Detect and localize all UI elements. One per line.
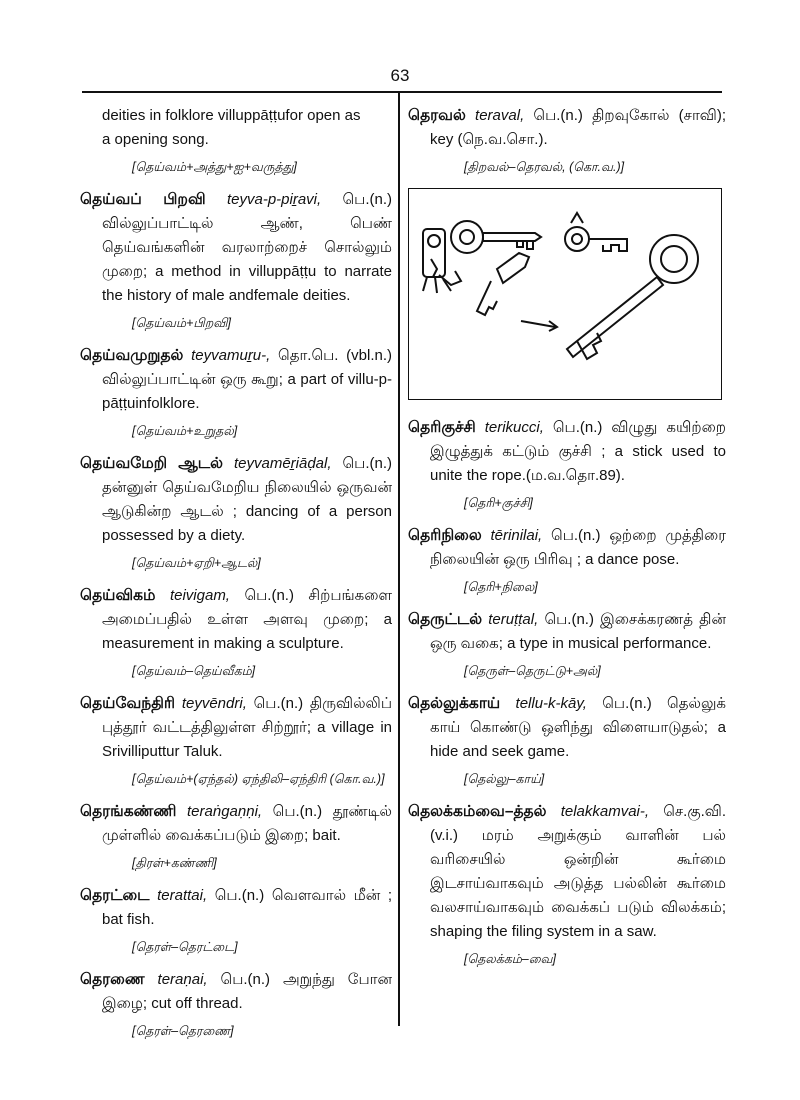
- part-of-speech: பெ.(n.): [229, 587, 294, 604]
- column-divider: [398, 91, 400, 1026]
- part-of-speech: பெ.(n.): [246, 695, 304, 712]
- etymology: [தெய்வம்–தெய்வீகம்]: [132, 664, 256, 678]
- headword: தெய்வமுறுதல்: [80, 347, 184, 364]
- right-entries: [408, 416, 726, 968]
- transliteration: teraval,: [475, 107, 525, 124]
- dictionary-entry: [408, 104, 726, 152]
- small-key-icon: [497, 253, 529, 283]
- round-key-icon: [451, 221, 483, 253]
- definition: இசைக்கரணத் தின் ஒரு வகை; a type in musical performance.: [430, 611, 727, 652]
- dictionary-entry: [80, 452, 392, 548]
- part-of-speech: பெ.(n.): [524, 107, 583, 124]
- part-of-speech: பெ.(n.): [207, 971, 271, 988]
- definition: திருவில்லிப் புத்தூர் வட்டத்திலுள்ள சிற்றூர்; a village in Srivilliputtur Taluk.: [102, 695, 392, 760]
- definition: வில்லுப்பாட்டில் ஆண், பெண் தெய்வங்களின் வரலாற்றைச் சொல்லும் முறை; a method in villuppāṭṭu to narrate the history of male andfemale deities.: [102, 215, 392, 304]
- etymology: [தெரள்–தெரணை]: [132, 1024, 234, 1038]
- transliteration: teivigam,: [169, 587, 230, 604]
- etymology: [தெரி+குச்சி]: [464, 496, 533, 510]
- transliteration: teyvēndri,: [181, 695, 247, 712]
- definition: மரம் அறுக்கும் வாளின் பல் வரிசையில் ஒன்றின் கூர்மை இடசாய்வாகவும் அடுத்த பல்லின் கூர்மை வலசாய்வாகவும் வைக்கப் படும் விலக்கம்; shaping the filing system in a saw.: [430, 827, 726, 940]
- transliteration: teraṇai,: [157, 971, 208, 988]
- intro-continuation: [80, 104, 392, 152]
- part-of-speech: பெ.(n.): [543, 419, 603, 436]
- dictionary-entry: [80, 692, 392, 764]
- page-number: 63: [390, 66, 410, 85]
- ornamental-key-icon: [565, 227, 589, 251]
- headword: தெல்லுக்காய்: [408, 695, 501, 712]
- headword: தெய்வமேறி ஆடல்: [80, 455, 224, 472]
- headword: தெருட்டல்: [408, 611, 483, 628]
- dictionary-entry: [80, 968, 392, 1016]
- intro-etymology: [தெய்வம்+அத்து+ஐ+வருத்து]: [132, 160, 297, 174]
- headword: தெய்விகம்: [80, 587, 156, 604]
- headword: தெரவல்: [408, 107, 466, 124]
- transliteration: teraṅgaṇṇi,: [187, 803, 263, 820]
- etymology: [தெய்வம்+(ஏந்தல்) ஏந்திலி–ஏந்திரி (கொ.வ.)]: [132, 772, 385, 786]
- etymology: [தெலக்கம்–வை]: [464, 952, 556, 966]
- headword: தெலக்கம்வை–த்தல்: [408, 803, 547, 820]
- etymology: [தெரள்–தெரட்டை]: [132, 940, 238, 954]
- definition: சிற்பங்களை அமைப்பதில் உள்ள அளவு முறை; a measurement in making a sculpture.: [102, 587, 392, 652]
- part-of-speech: தொ.பெ. (vbl.n.): [270, 347, 393, 364]
- headword: தெய்வப் பிறவி: [80, 191, 206, 208]
- left-entries: [80, 188, 392, 1040]
- part-of-speech: பெ.(n.): [331, 455, 392, 472]
- dictionary-entry: [80, 188, 392, 308]
- etymology: [தெல்லு–காய்]: [464, 772, 545, 786]
- headword: தெரங்கண்ணி: [80, 803, 177, 820]
- etymology: [தெய்வம்+உறுதல்]: [132, 424, 238, 438]
- definition: ஒற்றை முத்திரை நிலையின் ஒரு பிரிவு ; a dance pose.: [430, 527, 727, 568]
- header-rule: [82, 91, 722, 93]
- transliteration: teyvamēṟiāḍal,: [233, 455, 332, 472]
- intro-line-2: a opening song.: [102, 131, 209, 148]
- keys-illustration: [408, 188, 722, 400]
- etymology: [தெரி+நிலை]: [464, 580, 538, 594]
- dictionary-entry: [80, 800, 392, 848]
- dictionary-entry: [80, 584, 392, 656]
- definition: விழுது கயிற்றை இழுத்துக் கட்டும் குச்சி ; a stick used to unite the rope.(ம.வ.தொ.89).: [430, 419, 726, 484]
- transliteration: tērinilai,: [490, 527, 543, 544]
- headword: தெரிநிலை: [408, 527, 482, 544]
- headword: தெரிகுச்சி: [408, 419, 476, 436]
- definition: தெல்லுக் காய் கொண்டு ஒளிந்து விளையாடுதல்; a hide and seek game.: [430, 695, 726, 760]
- definition: தன்னுள் தெய்வமேறிய நிலையில் ஒருவன் ஆடுகின்ற ஆடல் ; dancing of a person possessed by a diety.: [102, 479, 392, 544]
- headword: தெய்வேந்திரி: [80, 695, 176, 712]
- intro-line-1: deities in folklore villuppāṭṭufor open as: [102, 107, 361, 124]
- left-column: [80, 104, 392, 1052]
- keychain-tag-icon: [423, 229, 445, 277]
- definition: தூண்டில் முள்ளில் வைக்கப்படும் இறை; bait.: [102, 803, 393, 844]
- keys-drawing: [409, 189, 721, 399]
- transliteration: teruṭṭal,: [488, 611, 539, 628]
- dictionary-entry: [408, 692, 726, 764]
- transliteration: tellu-k-kāy,: [515, 695, 587, 712]
- definition: வௌவால் மீன் ; bat fish.: [102, 887, 393, 928]
- definition: அறுந்து போன இழை; cut off thread.: [102, 971, 393, 1012]
- part-of-speech: பெ.(n.): [262, 803, 323, 820]
- etymology: [தெய்வம்+ஏறி+ஆடல்]: [132, 556, 261, 570]
- headword: தெரணை: [80, 971, 145, 988]
- transliteration: telakkamvai-,: [560, 803, 650, 820]
- part-of-speech: பெ.(n.): [542, 527, 601, 544]
- part-of-speech: பெ.(n.): [538, 611, 594, 628]
- definition: வில்லுப்பாட்டின் ஒரு கூறு; a part of villu-p-pāṭṭuinfolklore.: [102, 371, 392, 412]
- part-of-speech: பெ.(n.): [207, 887, 265, 904]
- transliteration: terikucci,: [484, 419, 544, 436]
- dictionary-entry: [408, 800, 726, 944]
- part-of-speech: செ.கு.வி. (v.i.): [430, 803, 726, 844]
- transliteration: teyva-p-piṟavi,: [226, 191, 322, 208]
- etymology: [தெய்வம்+பிறவி]: [132, 316, 231, 330]
- dictionary-entry: [408, 524, 726, 572]
- transliteration: terattai,: [157, 887, 208, 904]
- right-column: [408, 104, 726, 980]
- dictionary-entry: [80, 344, 392, 416]
- dictionary-entry: [408, 608, 726, 656]
- part-of-speech: பெ.(n.): [321, 191, 393, 208]
- headword: தெரட்டை: [80, 887, 150, 904]
- etymology: [திறவல்–தெரவல், (கொ.வ.)]: [464, 160, 625, 174]
- definition: திறவுகோல் (சாவி); key (நெ.வ.சொ.).: [430, 107, 727, 148]
- dictionary-entry: [80, 884, 392, 932]
- etymology: [தெருள்–தெருட்டு+அல்]: [464, 664, 601, 678]
- etymology: [திரள்+கண்ணி]: [132, 856, 217, 870]
- transliteration: teyvamuṟu-,: [191, 347, 271, 364]
- part-of-speech: பெ.(n.): [586, 695, 652, 712]
- dictionary-entry: [408, 416, 726, 488]
